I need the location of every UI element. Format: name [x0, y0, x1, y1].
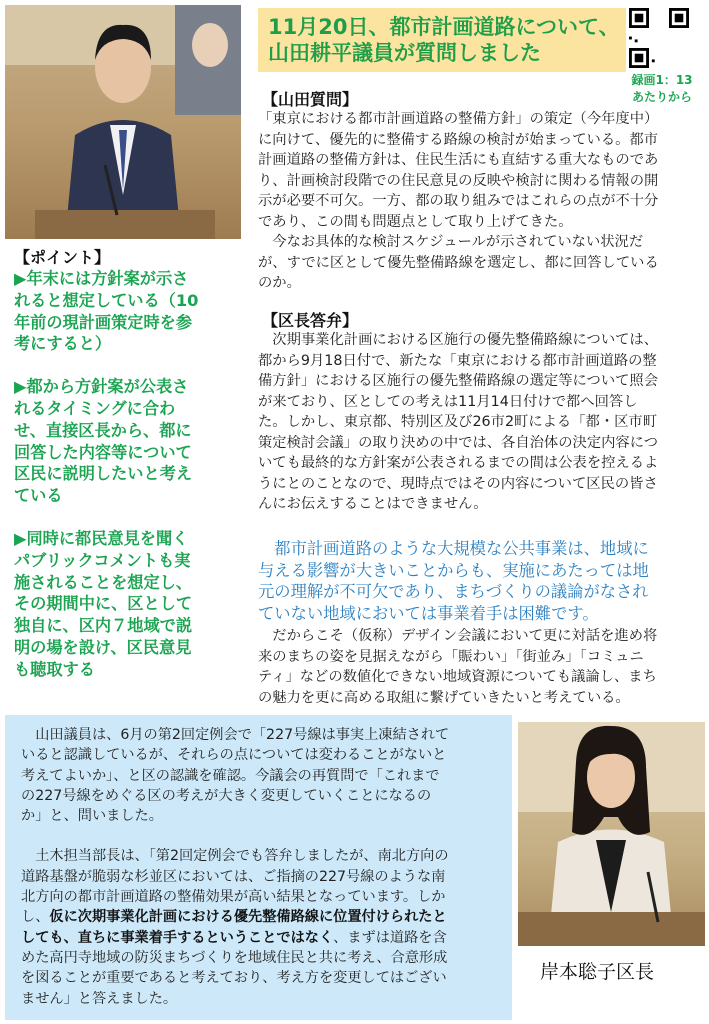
mayor-illustration	[518, 722, 705, 946]
point-line: も聴取する	[14, 659, 95, 679]
text-segment: めた高円寺地域の防災まちづくりを地域住民と共に考え、合意形成	[21, 949, 448, 966]
text-line: 策定検討会議」の取り決めの中では、各自治体の決定内容につ	[258, 434, 659, 451]
point-line: 考にすると）	[14, 334, 112, 354]
recording-suffix: あたりから	[631, 90, 692, 104]
point-line: れるタイミングに合わ	[14, 398, 176, 418]
text-line: が、すでに区として優先整備路線を選定し、都に回答している	[258, 254, 659, 271]
text-line: 今なお具体的な検討スケジュールが示されていない状況だ	[258, 234, 644, 250]
emphasis-text: 仮に次期事業化計画における優先整備路線に位置付けられたと	[49, 909, 447, 926]
text-segment: 土木担当部長は、「第2回定例会でも答弁しましたが、南北方向の	[21, 848, 449, 865]
text-line: いても最終的な方針案が公表されるまでの間は公表を控えるよ	[258, 455, 659, 471]
text-line: ティ」などの数値化できない地域資源についても議論し、まち	[258, 669, 657, 685]
point-line: せ、直接区長から、都に	[14, 420, 192, 440]
point-line: ▶年末には方針案が示さ	[14, 269, 189, 288]
title-line-2: 山田耕平議員が質問しました	[268, 41, 541, 65]
answer-highlight	[258, 538, 649, 624]
point-line: ている	[14, 486, 63, 506]
summary-line	[21, 989, 500, 1009]
qr-code-icon[interactable]	[628, 8, 690, 68]
summary-box	[5, 715, 512, 1020]
text-segment: 、まずは道路を含	[333, 929, 447, 946]
question-body	[258, 109, 659, 294]
text-segment: ません」と答えました。	[21, 990, 178, 1007]
text-line: 来のまちの姿を見据えながら「賑わい」「街並み」「コミュニ	[258, 648, 644, 665]
recording-note	[620, 72, 704, 106]
text-line: に向けて、優先的に整備する路線の検討が始まっている。都市	[258, 131, 659, 148]
text-line: 備方針」における区施行の優先整備路線の選定等について照会	[258, 373, 659, 389]
summary-line	[21, 928, 500, 948]
text-line: 計画道路の整備方針は、住民生活にも直結する重大なものであ	[258, 152, 659, 168]
councilor-photo	[5, 5, 241, 239]
text-segment: 北方向の都市計画道路の整備効果が高い結果となっています。しか	[21, 889, 446, 906]
text-line: 「東京における都市計画道路の整備方針」の策定（今年度中）	[258, 111, 659, 127]
text-line: んにお伝えすることはできません。	[258, 496, 488, 512]
summary-line: か」と、問いました。	[21, 808, 163, 825]
point-line: ▶同時に都民意見を聞く	[14, 528, 189, 548]
text-line: 示が必要不可欠。一方、都の取り組みではこれらの点が不十分	[258, 193, 659, 209]
councilor-illustration	[5, 5, 241, 239]
point-item	[14, 528, 198, 681]
text-segment: し、	[21, 909, 50, 926]
highlight-line: 与える影響が大きいことからも、実施にあたっては地	[258, 560, 649, 580]
text-line: の魅力を更に高める取組に繋げていきたいと考えている。	[258, 689, 630, 706]
summary-line: 山田議員は、6月の第2回定例会で「227号線は事実上凍結されて	[21, 727, 450, 743]
point-item	[14, 376, 198, 507]
text-line: であり、この間も問題点として取り上げてきた。	[258, 213, 573, 230]
emphasis-text: しても、直ちに事業着手するということではなく	[21, 929, 334, 946]
answer-closing	[258, 626, 657, 708]
point-line: その期間中に、区として	[14, 594, 193, 614]
points-heading: 【ポイント】	[14, 248, 111, 267]
point-line: ▶都から方針案が公表さ	[14, 377, 189, 397]
text-segment: を図ることが重要であると考えており、考え方を変更してはござい	[21, 970, 447, 987]
summary-line: いると認識しているが、それらの点については変わることがないと	[21, 747, 447, 764]
answer-body	[258, 330, 658, 515]
point-line: 回答した内容等について	[14, 442, 192, 462]
summary-line	[21, 907, 500, 927]
point-item	[14, 268, 198, 355]
text-line: た。しかし、東京都、特別区及び26市2町による「都・区市町	[258, 414, 658, 430]
point-line: れると想定している（10	[14, 290, 199, 310]
summary-line	[21, 887, 500, 907]
text-segment: 道路基盤が脆弱な杉並区においては、ご指摘の227号線のような南	[21, 868, 446, 885]
point-line: 施されることを想定し、	[14, 572, 193, 592]
recording-time: 録画1：13	[631, 73, 693, 87]
text-line: うにとのことなので、現時点ではその内容について区民の皆さ	[258, 475, 658, 492]
point-line: パブリックコメントも実	[14, 550, 191, 570]
text-line: のか。	[258, 275, 301, 291]
summary-line	[21, 846, 500, 866]
point-line: 区民に説明したいと考え	[14, 464, 193, 484]
title-line-1: 11月20日、都市計画道路について、	[268, 15, 620, 39]
text-line: り、計画検討段階での住民意見の反映や検討に関わる情報の開	[258, 172, 659, 189]
text-line: 都から9月18日付で、新たな「東京における都市計画道路の整	[258, 352, 657, 369]
summary-line	[21, 867, 500, 887]
highlight-line: 元の理解が不可欠であり、まちづくりの議論がなされ	[258, 582, 649, 601]
summary-line	[21, 968, 500, 988]
summary-line: 考えてよいか」、と区の認識を確認。今議会の再質問で「これまで	[21, 767, 440, 784]
mayor-caption: 岸本聡子区長	[540, 961, 655, 983]
highlight-line: ていない地域においては事業着手は困難です。	[258, 603, 599, 623]
text-line: だからこそ（仮称）デザイン会議において更に対話を進め将	[258, 628, 658, 644]
point-line: 年前の現計画策定時を参	[14, 312, 193, 332]
point-line: 明の場を設け、区民意見	[14, 637, 192, 657]
text-line: が来ており、区としての考えは11月14日付けで都へ回答し	[258, 393, 638, 410]
title-banner	[258, 8, 626, 72]
question-heading: 【山田質問】	[262, 90, 359, 109]
answer-heading: 【区長答弁】	[262, 311, 359, 330]
text-line: 次期事業化計画における区施行の優先整備路線については、	[258, 332, 659, 348]
summary-line: の227号線をめぐる区の考えが大きく変更していくことになるの	[21, 787, 432, 804]
mayor-photo	[518, 722, 705, 946]
point-line: 独自に、区内７地域で説	[14, 616, 193, 636]
points-section	[14, 248, 198, 681]
summary-line	[21, 948, 500, 968]
highlight-line: 都市計画道路のような大規模な公共事業は、地域に	[258, 539, 649, 558]
